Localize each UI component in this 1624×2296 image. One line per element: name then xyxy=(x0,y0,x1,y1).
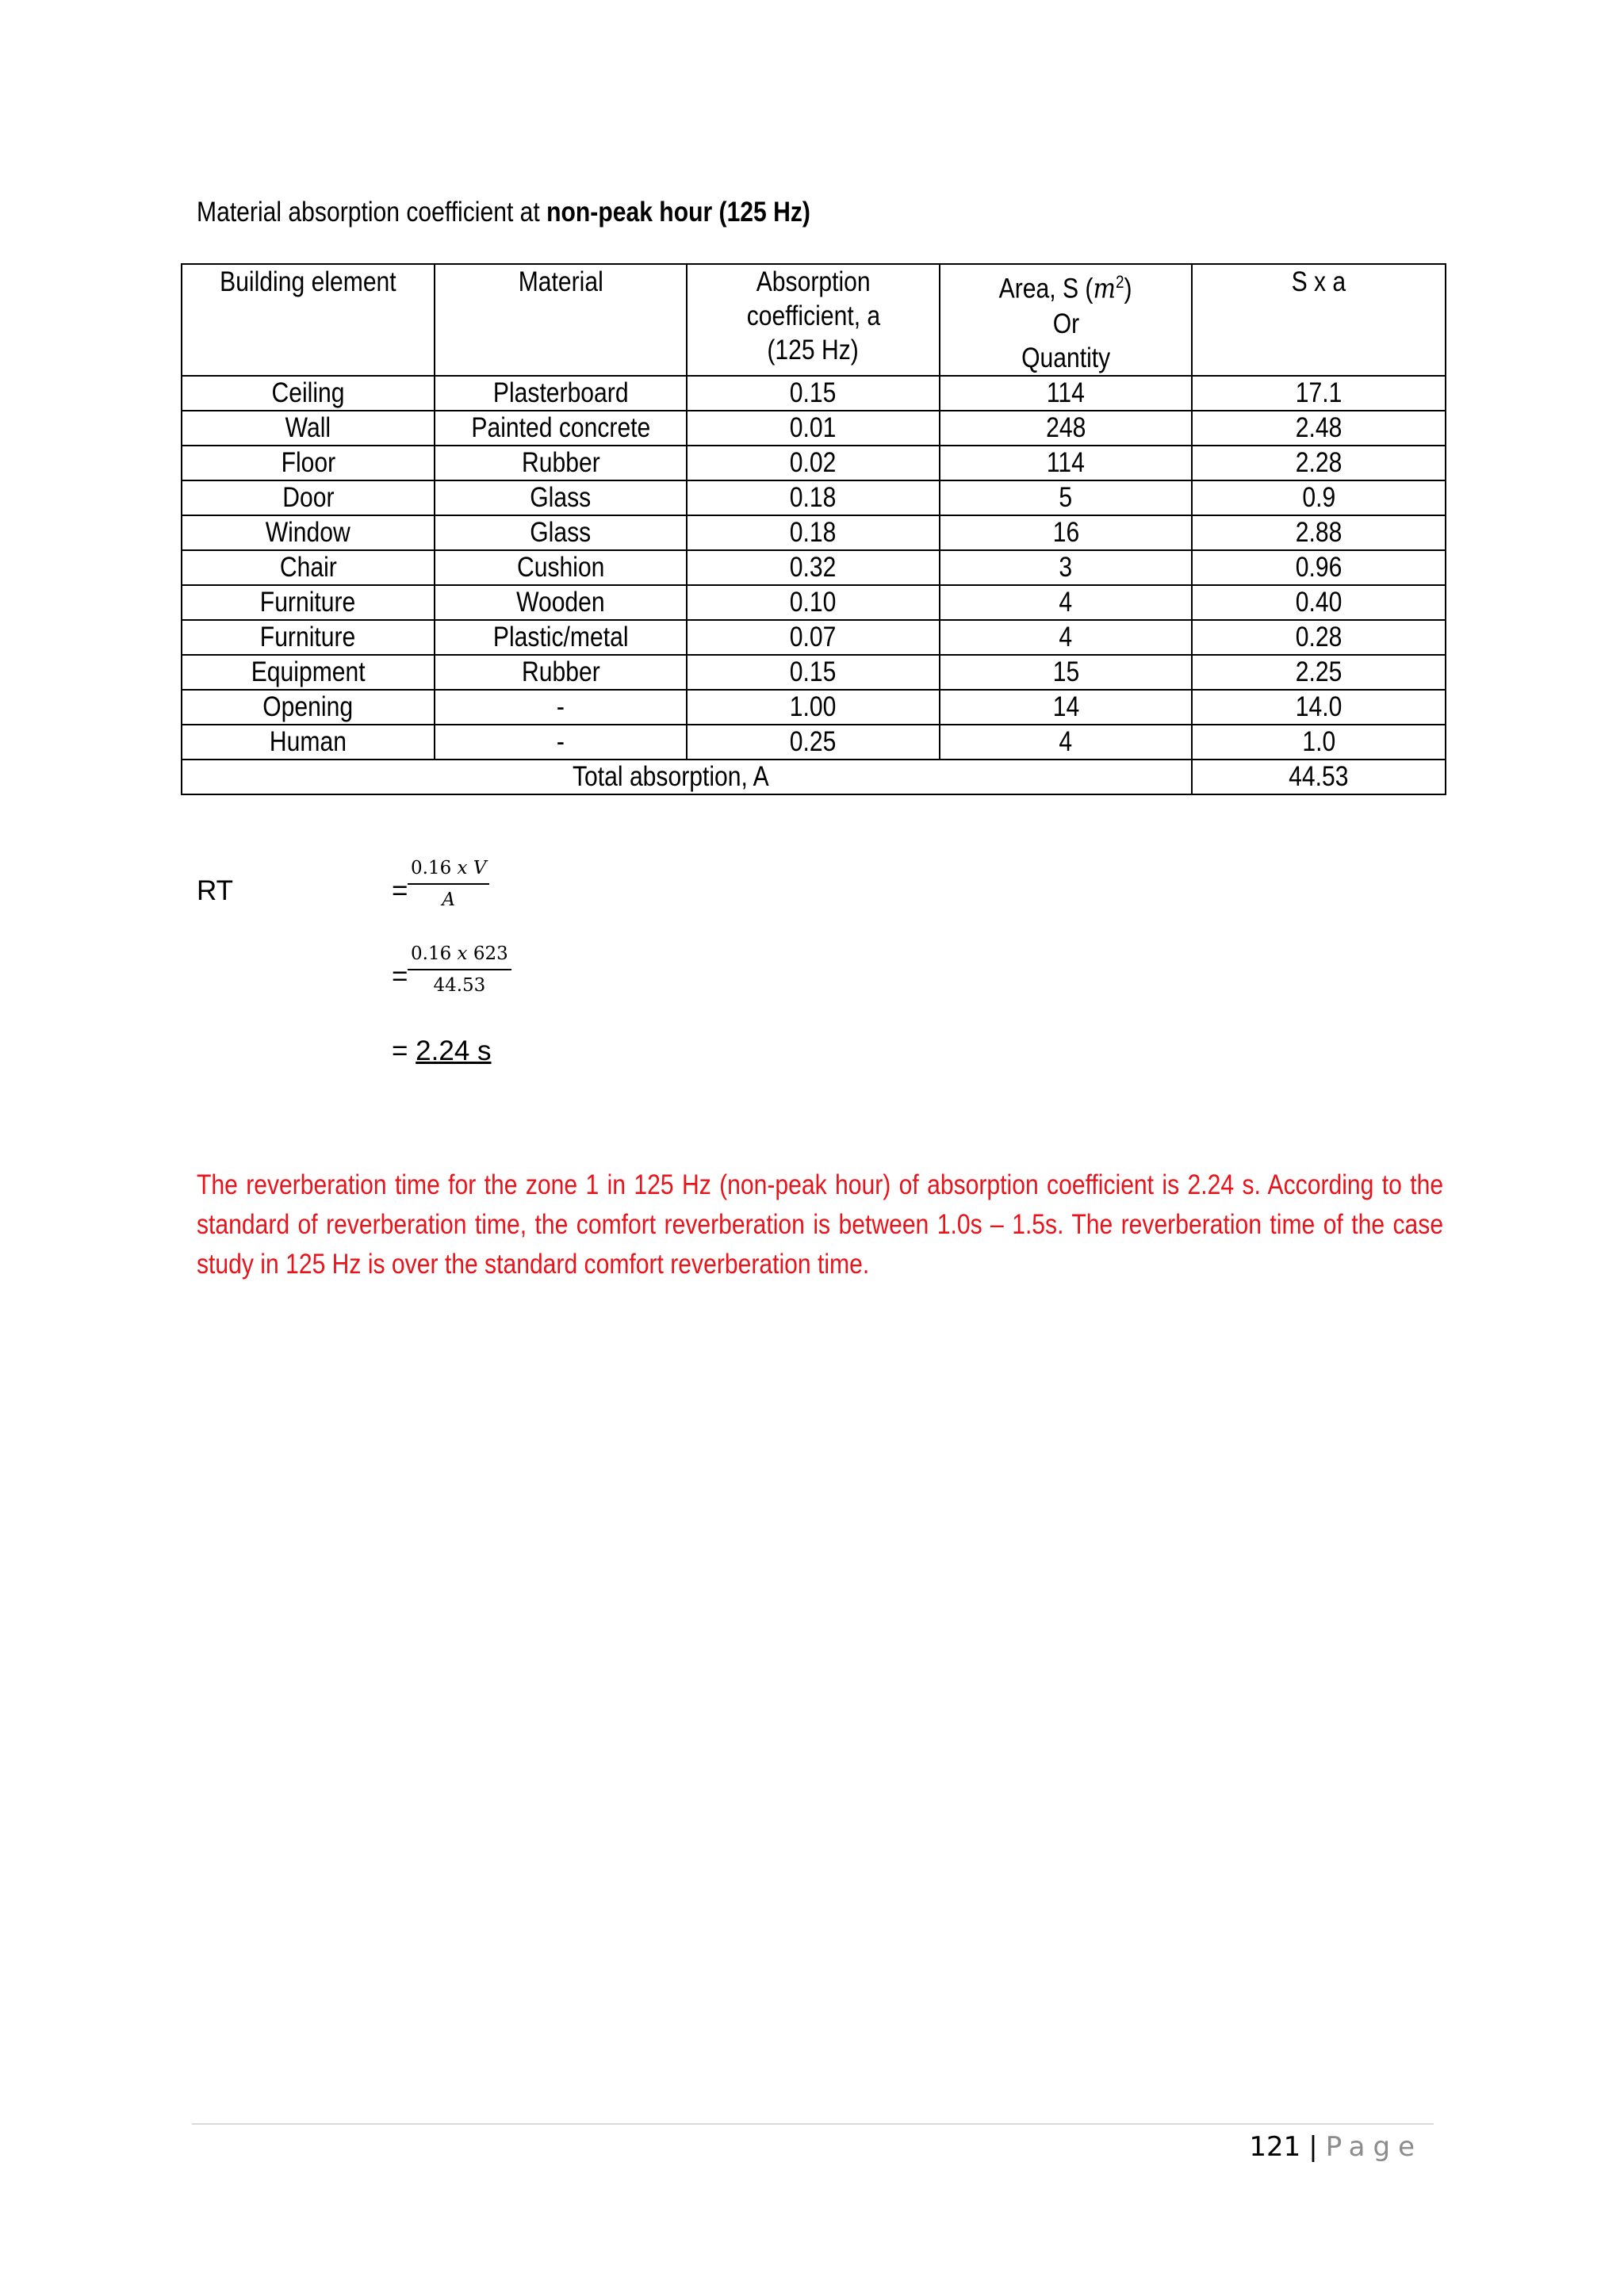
header-area: Area, S $(m^2)$ Or Quantity xyxy=(940,264,1192,376)
header-s-x-a: S x a xyxy=(1192,264,1446,376)
table-row xyxy=(182,725,1446,760)
cell-area: 5 xyxy=(940,480,1192,515)
table-row xyxy=(182,550,1446,585)
cell-s-x-a: 0.96 xyxy=(1192,550,1446,585)
cell-area: 15 xyxy=(940,655,1192,690)
table-row xyxy=(182,480,1446,515)
header-material: Material xyxy=(435,264,687,376)
cell-area: 14 xyxy=(940,690,1192,725)
table-body xyxy=(182,376,1446,760)
fraction-1-denominator: A xyxy=(442,890,456,910)
total-absorption-label: Total absorption, A xyxy=(182,760,1192,794)
cell-material: Glass xyxy=(435,480,687,515)
cell-absorption-coefficient: 0.18 xyxy=(687,515,940,550)
cell-area: 4 xyxy=(940,725,1192,760)
cell-building-element: Window xyxy=(182,515,435,550)
cell-absorption-coefficient: 0.15 xyxy=(687,376,940,411)
total-absorption-value: 44.53 xyxy=(1192,760,1446,794)
cell-material: - xyxy=(435,725,687,760)
cell-s-x-a: 1.0 xyxy=(1192,725,1446,760)
cell-building-element: Floor xyxy=(182,446,435,480)
fraction-2-numerator: 0.16 x 623 xyxy=(408,943,511,970)
cell-absorption-coefficient: 0.07 xyxy=(687,620,940,655)
cell-material: Cushion xyxy=(435,550,687,585)
cell-material: Plastic/metal xyxy=(435,620,687,655)
cell-building-element: Opening xyxy=(182,690,435,725)
cell-building-element: Equipment xyxy=(182,655,435,690)
fraction-2-denominator: 44.53 xyxy=(433,975,486,996)
cell-material: - xyxy=(435,690,687,725)
cell-s-x-a: 0.28 xyxy=(1192,620,1446,655)
cell-area: 16 xyxy=(940,515,1192,550)
cell-absorption-coefficient: 0.15 xyxy=(687,655,940,690)
result-value: 2.24 s xyxy=(416,1035,492,1066)
header-absorption-coefficient: Absorption coefficient, a (125 Hz) xyxy=(687,264,940,376)
fraction-1-numerator: 0.16 x V xyxy=(408,858,489,885)
cell-absorption-coefficient: 0.02 xyxy=(687,446,940,480)
cell-area: 3 xyxy=(940,550,1192,585)
table-row xyxy=(182,655,1446,690)
cell-absorption-coefficient: 0.10 xyxy=(687,585,940,620)
conclusion-paragraph: The reverberation time for the zone 1 in 125 Hz (non-peak hour) of absorption coefficient is 2.24 s. According to the standard of reverberation time, the comfort reverberation is between 1.0s – 1.5s. The reverberation time of the case study in 125 Hz is over the standard comfort reverberation time. xyxy=(197,1169,1444,1280)
page-footer xyxy=(1249,2131,1423,2163)
cell-material: Wooden xyxy=(435,585,687,620)
cell-area: 4 xyxy=(940,585,1192,620)
cell-building-element: Furniture xyxy=(182,585,435,620)
cell-building-element: Human xyxy=(182,725,435,760)
cell-s-x-a: 2.48 xyxy=(1192,411,1446,446)
cell-absorption-coefficient: 1.00 xyxy=(687,690,940,725)
cell-area: 248 xyxy=(940,411,1192,446)
page-separator: | xyxy=(1308,2131,1318,2163)
page-number: 121 xyxy=(1249,2131,1301,2163)
cell-s-x-a: 17.1 xyxy=(1192,376,1446,411)
cell-s-x-a: 2.88 xyxy=(1192,515,1446,550)
cell-building-element: Wall xyxy=(182,411,435,446)
cell-building-element: Door xyxy=(182,480,435,515)
table-row xyxy=(182,376,1446,411)
page-label: Page xyxy=(1325,2131,1423,2163)
section-heading xyxy=(197,197,810,228)
cell-s-x-a: 14.0 xyxy=(1192,690,1446,725)
table-row xyxy=(182,585,1446,620)
cell-material: Painted concrete xyxy=(435,411,687,446)
cell-absorption-coefficient: 0.25 xyxy=(687,725,940,760)
equals-sign-2: = xyxy=(392,961,408,992)
cell-s-x-a: 2.28 xyxy=(1192,446,1446,480)
table-total-row xyxy=(182,760,1446,794)
cell-building-element: Furniture xyxy=(182,620,435,655)
cell-building-element: Ceiling xyxy=(182,376,435,411)
formula-fraction-1 xyxy=(408,858,489,910)
header-building-element: Building element xyxy=(182,264,435,376)
cell-area: 114 xyxy=(940,446,1192,480)
heading-bold: non-peak hour (125 Hz) xyxy=(546,197,810,228)
table-row xyxy=(182,690,1446,725)
cell-building-element: Chair xyxy=(182,550,435,585)
equals-sign-1: = xyxy=(392,875,408,906)
absorption-table xyxy=(181,263,1446,795)
cell-absorption-coefficient: 0.32 xyxy=(687,550,940,585)
table-header-row xyxy=(182,264,1446,376)
cell-absorption-coefficient: 0.18 xyxy=(687,480,940,515)
footer-divider xyxy=(192,2123,1434,2125)
cell-material: Glass xyxy=(435,515,687,550)
cell-s-x-a: 0.9 xyxy=(1192,480,1446,515)
cell-material: Plasterboard xyxy=(435,376,687,411)
heading-prefix: Material absorption coefficient at xyxy=(197,197,547,228)
rt-label: RT xyxy=(197,875,234,906)
table-row xyxy=(182,515,1446,550)
cell-area: 114 xyxy=(940,376,1192,411)
table-row xyxy=(182,620,1446,655)
cell-absorption-coefficient: 0.01 xyxy=(687,411,940,446)
formula-result: = 2.24 s xyxy=(392,1035,492,1066)
cell-s-x-a: 0.40 xyxy=(1192,585,1446,620)
table-row xyxy=(182,411,1446,446)
table-row xyxy=(182,446,1446,480)
formula-fraction-2 xyxy=(408,943,511,996)
cell-area: 4 xyxy=(940,620,1192,655)
cell-material: Rubber xyxy=(435,446,687,480)
cell-s-x-a: 2.25 xyxy=(1192,655,1446,690)
cell-material: Rubber xyxy=(435,655,687,690)
